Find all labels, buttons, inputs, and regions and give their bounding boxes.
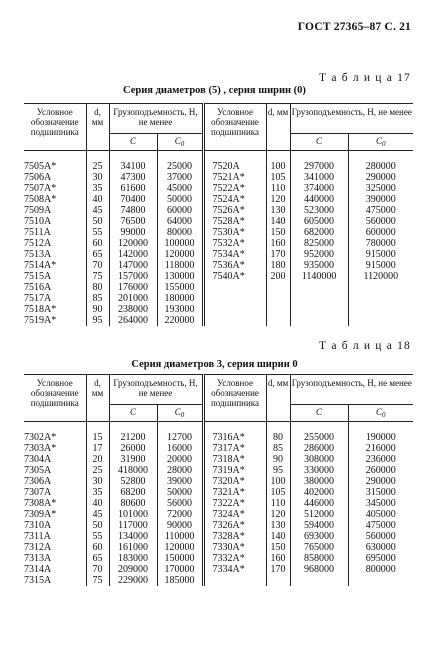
- designation-cell: 7512А: [24, 238, 86, 249]
- col-header-capacity: Грузоподъемность, Н, не менее: [290, 375, 413, 405]
- c0-cell: 216000: [348, 443, 413, 454]
- c-cell: 341000: [290, 172, 348, 183]
- d-cell: 40: [86, 498, 109, 509]
- d-cell: 110: [266, 183, 290, 194]
- table-row: [24, 260, 413, 271]
- c0-cell: [348, 293, 413, 304]
- designation-cell: 7316А*: [203, 432, 266, 443]
- d-cell: 200: [266, 271, 290, 282]
- d-cell: 35: [86, 487, 109, 498]
- c0-cell: 560000: [348, 531, 413, 542]
- c0-cell: 280000: [348, 161, 413, 172]
- designation-cell: 7514А*: [24, 260, 86, 271]
- d-cell: 25: [86, 465, 109, 476]
- designation-cell: 7314А: [24, 564, 86, 575]
- designation-cell: 7311А: [24, 531, 86, 542]
- col-header-designation: Условное обозначение подшипника: [203, 375, 266, 422]
- d-cell: 45: [86, 509, 109, 520]
- designation-cell: 7309А*: [24, 509, 86, 520]
- designation-cell: 7510А: [24, 216, 86, 227]
- c-cell: 380000: [290, 476, 348, 487]
- c-cell: 161000: [109, 542, 157, 553]
- col-header-c: C: [290, 405, 348, 422]
- c0-cell: 560000: [348, 216, 413, 227]
- c0-cell: 236000: [348, 454, 413, 465]
- c0-cell: 45000: [157, 183, 203, 194]
- designation-cell: 7317А*: [203, 443, 266, 454]
- table-row: [24, 205, 413, 216]
- d-cell: 45: [86, 205, 109, 216]
- c0-cell: 915000: [348, 260, 413, 271]
- d-cell: 140: [266, 216, 290, 227]
- c0-cell: 150000: [157, 553, 203, 564]
- d-cell: 17: [86, 443, 109, 454]
- c-cell: 374000: [290, 183, 348, 194]
- d-cell: 50: [86, 216, 109, 227]
- c-cell: 765000: [290, 542, 348, 553]
- designation-cell: 7324А*: [203, 509, 266, 520]
- c0-cell: 475000: [348, 520, 413, 531]
- col-header-c: C: [109, 405, 157, 422]
- c0-cell: [348, 315, 413, 326]
- d-cell: 40: [86, 194, 109, 205]
- d-cell: 170: [266, 249, 290, 260]
- table-row: [24, 216, 413, 227]
- col-header-capacity: Грузоподъемность, Н, не менее: [109, 375, 203, 405]
- designation-cell: [203, 304, 266, 315]
- c0-cell: 915000: [348, 249, 413, 260]
- page-header: ГОСТ 27365–87 С. 21: [297, 21, 411, 33]
- col-header-c: C: [290, 134, 348, 151]
- c0-cell: 56000: [157, 498, 203, 509]
- c0-cell: 39000: [157, 476, 203, 487]
- table-row: [24, 487, 413, 498]
- c0-cell: 290000: [348, 476, 413, 487]
- table-row: [24, 161, 413, 172]
- c0-cell: 185000: [157, 575, 203, 586]
- d-cell: 30: [86, 172, 109, 183]
- designation-cell: [203, 575, 266, 586]
- col-header-d: d, мм: [266, 104, 290, 151]
- d-cell: 15: [86, 432, 109, 443]
- d-cell: 120: [266, 509, 290, 520]
- c0-cell: [348, 282, 413, 293]
- d-cell: 180: [266, 260, 290, 271]
- designation-cell: 7334А*: [203, 564, 266, 575]
- c0-cell: 60000: [157, 205, 203, 216]
- designation-cell: 7319А*: [203, 465, 266, 476]
- designation-cell: 7305А: [24, 465, 86, 476]
- col-header-capacity: Грузоподъемность, Н, не менее: [109, 104, 203, 134]
- c0-cell: 37000: [157, 172, 203, 183]
- table-row: [24, 531, 413, 542]
- designation-cell: [203, 315, 266, 326]
- designation-cell: 7505А*: [24, 161, 86, 172]
- d-cell: 20: [86, 454, 109, 465]
- c0-cell: 193000: [157, 304, 203, 315]
- designation-cell: 7524А*: [203, 194, 266, 205]
- c0-cell: 72000: [157, 509, 203, 520]
- c-cell: 99000: [109, 227, 157, 238]
- c-cell: 74800: [109, 205, 157, 216]
- designation-cell: 7513А: [24, 249, 86, 260]
- c-cell: 255000: [290, 432, 348, 443]
- c-cell: 512000: [290, 509, 348, 520]
- d-cell: [266, 293, 290, 304]
- c0-cell: 260000: [348, 465, 413, 476]
- d-cell: 85: [266, 443, 290, 454]
- d-cell: 50: [86, 520, 109, 531]
- c-cell: 52800: [109, 476, 157, 487]
- c-cell: 935000: [290, 260, 348, 271]
- c0-cell: 50000: [157, 194, 203, 205]
- d-cell: 55: [86, 227, 109, 238]
- c0-cell: 120000: [157, 542, 203, 553]
- col-header-designation: Условное обозначение подшипника: [203, 104, 266, 151]
- designation-cell: 7540А*: [203, 271, 266, 282]
- designation-cell: 7521А*: [203, 172, 266, 183]
- col-header-d: d, мм: [86, 104, 109, 151]
- designation-cell: 7516А: [24, 282, 86, 293]
- d-cell: 75: [86, 575, 109, 586]
- c0-cell: 325000: [348, 183, 413, 194]
- c-cell: 682000: [290, 227, 348, 238]
- designation-cell: [203, 282, 266, 293]
- c-cell: 101000: [109, 509, 157, 520]
- c-cell: 1140000: [290, 271, 348, 282]
- c-cell: 47300: [109, 172, 157, 183]
- table-18: [24, 374, 413, 586]
- c0-cell: [348, 304, 413, 315]
- d-cell: 80: [266, 432, 290, 443]
- c-cell: 80600: [109, 498, 157, 509]
- table-row: [24, 293, 413, 304]
- col-header-c0: $C_0$: [157, 134, 203, 151]
- designation-cell: 7536А*: [203, 260, 266, 271]
- d-cell: 95: [86, 315, 109, 326]
- col-header-capacity: Грузоподъемность, Н, не менее: [290, 104, 413, 134]
- c-cell: 120000: [109, 238, 157, 249]
- designation-cell: [203, 293, 266, 304]
- designation-cell: 7528А*: [203, 216, 266, 227]
- c0-cell: 800000: [348, 564, 413, 575]
- c-cell: 183000: [109, 553, 157, 564]
- c-cell: 605000: [290, 216, 348, 227]
- designation-cell: 7520А: [203, 161, 266, 172]
- table-row: [24, 304, 413, 315]
- c0-cell: 405000: [348, 509, 413, 520]
- table-row: [24, 227, 413, 238]
- c-cell: 858000: [290, 553, 348, 564]
- c-cell: 402000: [290, 487, 348, 498]
- c0-cell: 630000: [348, 542, 413, 553]
- table-18-number: Т а б л и ц а 18: [319, 340, 411, 352]
- table-row: [24, 454, 413, 465]
- designation-cell: 7312А: [24, 542, 86, 553]
- c-cell: 134000: [109, 531, 157, 542]
- table-17-number: Т а б л и ц а 17: [319, 72, 411, 84]
- c-cell: [290, 315, 348, 326]
- c0-cell: 180000: [157, 293, 203, 304]
- d-cell: 75: [86, 271, 109, 282]
- designation-cell: 7517А: [24, 293, 86, 304]
- c0-cell: 1120000: [348, 271, 413, 282]
- designation-cell: 7534А*: [203, 249, 266, 260]
- d-cell: 105: [266, 172, 290, 183]
- d-cell: 30: [86, 476, 109, 487]
- c-cell: 825000: [290, 238, 348, 249]
- c0-cell: 50000: [157, 487, 203, 498]
- c-cell: 446000: [290, 498, 348, 509]
- c-cell: 330000: [290, 465, 348, 476]
- designation-cell: 7506А: [24, 172, 86, 183]
- designation-cell: 7509А: [24, 205, 86, 216]
- designation-cell: 7304А: [24, 454, 86, 465]
- c0-cell: [348, 575, 413, 586]
- d-cell: 120: [266, 194, 290, 205]
- c-cell: [290, 282, 348, 293]
- d-cell: 140: [266, 531, 290, 542]
- table-row: [24, 238, 413, 249]
- d-cell: 100: [266, 161, 290, 172]
- d-cell: [266, 575, 290, 586]
- c-cell: 147000: [109, 260, 157, 271]
- d-cell: 25: [86, 161, 109, 172]
- col-header-c0: $C_0$: [157, 405, 203, 422]
- designation-cell: 7302А*: [24, 432, 86, 443]
- col-header-c: C: [109, 134, 157, 151]
- c-cell: 264000: [109, 315, 157, 326]
- designation-cell: 7532А*: [203, 238, 266, 249]
- c-cell: 26000: [109, 443, 157, 454]
- c-cell: 297000: [290, 161, 348, 172]
- c-cell: 201000: [109, 293, 157, 304]
- table-row: [24, 183, 413, 194]
- c0-cell: 110000: [157, 531, 203, 542]
- table-row: [24, 432, 413, 443]
- col-header-designation: Условное обозначение подшипника: [24, 375, 86, 422]
- c0-cell: 12700: [157, 432, 203, 443]
- table-row: [24, 465, 413, 476]
- d-cell: 85: [86, 293, 109, 304]
- d-cell: 160: [266, 553, 290, 564]
- d-cell: [266, 304, 290, 315]
- d-cell: 160: [266, 238, 290, 249]
- c-cell: 308000: [290, 454, 348, 465]
- c0-cell: 170000: [157, 564, 203, 575]
- col-header-c0: $C_0$: [348, 134, 413, 151]
- c-cell: [290, 293, 348, 304]
- c0-cell: 345000: [348, 498, 413, 509]
- designation-cell: 7306А: [24, 476, 86, 487]
- designation-cell: 7321А*: [203, 487, 266, 498]
- c-cell: 209000: [109, 564, 157, 575]
- c-cell: 68200: [109, 487, 157, 498]
- d-cell: 110: [266, 498, 290, 509]
- c0-cell: 290000: [348, 172, 413, 183]
- c0-cell: 100000: [157, 238, 203, 249]
- c0-cell: 600000: [348, 227, 413, 238]
- c0-cell: 780000: [348, 238, 413, 249]
- designation-cell: 7328А*: [203, 531, 266, 542]
- table-18-caption: Серия диаметров 3, серия ширин 0: [131, 359, 298, 370]
- col-header-designation: Условное обозначение подшипника: [24, 104, 86, 151]
- c0-cell: 118000: [157, 260, 203, 271]
- designation-cell: 7519А*: [24, 315, 86, 326]
- c0-cell: 155000: [157, 282, 203, 293]
- c-cell: 21200: [109, 432, 157, 443]
- c-cell: 176000: [109, 282, 157, 293]
- d-cell: 150: [266, 227, 290, 238]
- designation-cell: 7530А*: [203, 227, 266, 238]
- table-row: [24, 282, 413, 293]
- table-row: [24, 476, 413, 487]
- c0-cell: 130000: [157, 271, 203, 282]
- c-cell: [290, 575, 348, 586]
- d-cell: 170: [266, 564, 290, 575]
- designation-cell: 7307А: [24, 487, 86, 498]
- c0-cell: 20000: [157, 454, 203, 465]
- d-cell: 70: [86, 260, 109, 271]
- designation-cell: 7320А*: [203, 476, 266, 487]
- c-cell: 418000: [109, 465, 157, 476]
- designation-cell: 7332А*: [203, 553, 266, 564]
- designation-cell: 7511А: [24, 227, 86, 238]
- c0-cell: 80000: [157, 227, 203, 238]
- c0-cell: 25000: [157, 161, 203, 172]
- c-cell: 440000: [290, 194, 348, 205]
- d-cell: 100: [266, 476, 290, 487]
- c0-cell: 90000: [157, 520, 203, 531]
- table-row: [24, 542, 413, 553]
- col-header-c0: $C_0$: [348, 405, 413, 422]
- designation-cell: 7318А*: [203, 454, 266, 465]
- table-row: [24, 575, 413, 586]
- designation-cell: 7526А*: [203, 205, 266, 216]
- table-row: [24, 564, 413, 575]
- c0-cell: 28000: [157, 465, 203, 476]
- table-row: [24, 498, 413, 509]
- c-cell: 157000: [109, 271, 157, 282]
- designation-cell: 7315А: [24, 575, 86, 586]
- designation-cell: 7313А: [24, 553, 86, 564]
- designation-cell: 7507А*: [24, 183, 86, 194]
- c0-cell: 16000: [157, 443, 203, 454]
- c-cell: 968000: [290, 564, 348, 575]
- c-cell: 229000: [109, 575, 157, 586]
- designation-cell: 7310А: [24, 520, 86, 531]
- c0-cell: 695000: [348, 553, 413, 564]
- table-row: [24, 172, 413, 183]
- designation-cell: 7522А*: [203, 183, 266, 194]
- d-cell: 150: [266, 542, 290, 553]
- c-cell: 238000: [109, 304, 157, 315]
- designation-cell: 7303А*: [24, 443, 86, 454]
- d-cell: 65: [86, 553, 109, 564]
- c-cell: 594000: [290, 520, 348, 531]
- table-17: [24, 103, 413, 326]
- c-cell: 76500: [109, 216, 157, 227]
- designation-cell: 7515А: [24, 271, 86, 282]
- c0-cell: 190000: [348, 432, 413, 443]
- col-header-d: d, мм: [266, 375, 290, 422]
- d-cell: 60: [86, 238, 109, 249]
- d-cell: 130: [266, 205, 290, 216]
- c-cell: 34100: [109, 161, 157, 172]
- table-row: [24, 553, 413, 564]
- c-cell: 952000: [290, 249, 348, 260]
- c-cell: 693000: [290, 531, 348, 542]
- designation-cell: 7322А*: [203, 498, 266, 509]
- d-cell: 65: [86, 249, 109, 260]
- designation-cell: 7518А*: [24, 304, 86, 315]
- c0-cell: 315000: [348, 487, 413, 498]
- c-cell: 286000: [290, 443, 348, 454]
- col-header-d: d, мм: [86, 375, 109, 422]
- d-cell: 90: [86, 304, 109, 315]
- d-cell: 130: [266, 520, 290, 531]
- d-cell: 90: [266, 454, 290, 465]
- designation-cell: 7308А*: [24, 498, 86, 509]
- d-cell: 105: [266, 487, 290, 498]
- table-row: [24, 443, 413, 454]
- d-cell: 80: [86, 282, 109, 293]
- d-cell: 60: [86, 542, 109, 553]
- table-row: [24, 249, 413, 260]
- c-cell: 31900: [109, 454, 157, 465]
- c-cell: 70400: [109, 194, 157, 205]
- d-cell: 95: [266, 465, 290, 476]
- d-cell: [266, 315, 290, 326]
- c-cell: 61600: [109, 183, 157, 194]
- c0-cell: 120000: [157, 249, 203, 260]
- d-cell: 55: [86, 531, 109, 542]
- d-cell: 70: [86, 564, 109, 575]
- d-cell: 35: [86, 183, 109, 194]
- designation-cell: 7508А*: [24, 194, 86, 205]
- table-row: [24, 520, 413, 531]
- table-row: [24, 194, 413, 205]
- c-cell: [290, 304, 348, 315]
- c0-cell: 475000: [348, 205, 413, 216]
- table-row: [24, 315, 413, 326]
- d-cell: [266, 282, 290, 293]
- table-17-caption: Серия диаметров (5) , серия ширин (0): [123, 85, 306, 96]
- c0-cell: 220000: [157, 315, 203, 326]
- c-cell: 117000: [109, 520, 157, 531]
- designation-cell: 7326А*: [203, 520, 266, 531]
- table-row: [24, 271, 413, 282]
- c0-cell: 64000: [157, 216, 203, 227]
- designation-cell: 7330А*: [203, 542, 266, 553]
- c0-cell: 390000: [348, 194, 413, 205]
- c-cell: 142000: [109, 249, 157, 260]
- c-cell: 523000: [290, 205, 348, 216]
- table-row: [24, 509, 413, 520]
